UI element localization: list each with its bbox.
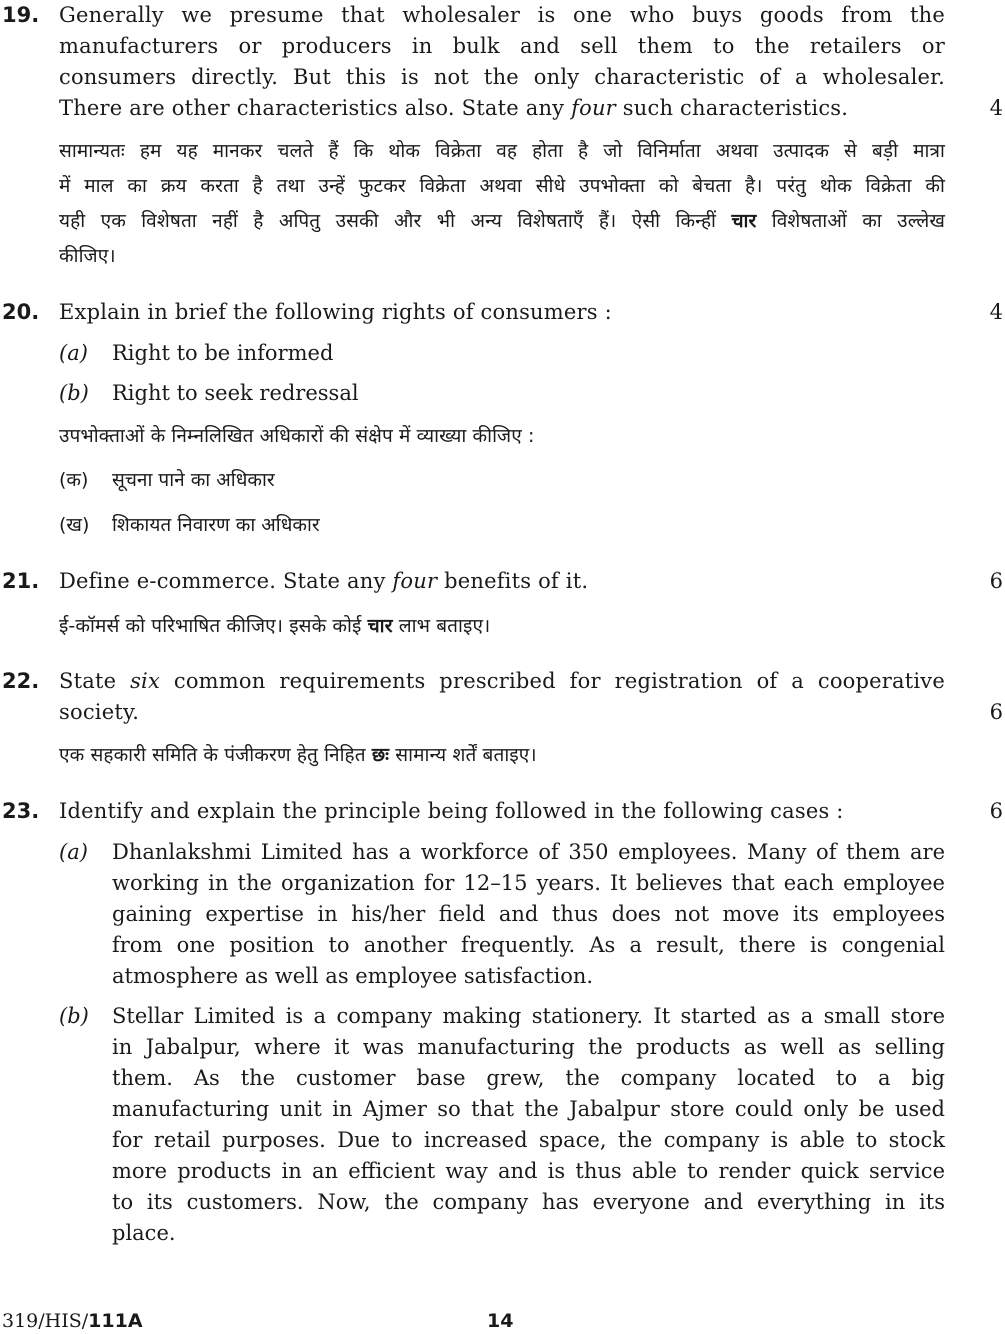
question-text-en-line: society.	[59, 700, 140, 724]
part-text-line: working in the organization for 12–15 years. It believes that each employee	[112, 871, 945, 895]
part-label-hi: (क)	[59, 469, 89, 491]
marks: 4	[989, 300, 1003, 324]
part-text-line: to its customers. Now, the company has everyone and everything in its	[112, 1190, 945, 1214]
paper-code: 319/HIS/111A	[2, 1310, 143, 1332]
question-text-en-line: Generally we presume that wholesaler is one who buys goods from the	[59, 3, 945, 27]
question-text-en-line: State six common requirements prescribed for registration of a cooperative	[59, 669, 945, 693]
part-text-line: place.	[112, 1221, 176, 1245]
question-text-en-line: consumers directly. But this is not the only characteristic of a wholesaler.	[59, 65, 945, 89]
question-text-en: Explain in brief the following rights of consumers :	[59, 300, 612, 324]
question-number: 23.	[2, 799, 40, 823]
part-label: (a)	[59, 840, 88, 864]
part-label: (a)	[59, 341, 88, 365]
question-text-hi: उपभोक्ताओं के निम्नलिखित अधिकारों की संक्षेप में व्याख्या कीजिए :	[59, 425, 535, 447]
part-label-hi: (ख)	[59, 514, 90, 536]
question-text-hi: ई-कॉमर्स को परिभाषित कीजिए। इसके कोई चार लाभ बताइए।	[59, 615, 491, 637]
marks: 6	[989, 700, 1003, 724]
emphasis-word: चार	[731, 210, 757, 232]
emphasis-word: four	[571, 96, 616, 120]
part-text-line: more products in an efficient way and is thus able to render quick service	[112, 1159, 945, 1183]
question-text-en-line: There are other characteristics also. State any four such characteristics.	[59, 96, 849, 120]
part-text-line: in Jabalpur, where it was manufacturing the products as well as selling	[112, 1035, 945, 1059]
question-text-hi-line: यही एक विशेषता नहीं है अपितु उसकी और भी अन्य विशेषताएँ हैं। ऐसी किन्हीं चार विशेषताओं का उल्लेख	[59, 210, 945, 232]
marks: 6	[989, 799, 1003, 823]
part-text-line: Dhanlakshmi Limited has a workforce of 350 employees. Many of them are	[112, 840, 945, 864]
question-text-en: Identify and explain the principle being followed in the following cases :	[59, 799, 844, 823]
part-text-line: from one position to another frequently. As a result, there is congenial	[112, 933, 945, 957]
question-text-hi-line: कीजिए।	[59, 245, 116, 267]
part-text-line: gaining expertise in his/her field and thus does not move its employees	[112, 902, 945, 926]
question-number: 19.	[2, 3, 40, 27]
page-number: 14	[487, 1310, 514, 1332]
part-text-line: them. As the customer base grew, the company located to a big	[112, 1066, 945, 1090]
part-text-line: Stellar Limited is a company making stationery. It started as a small store	[112, 1004, 945, 1028]
part-text: Right to be informed	[112, 341, 334, 365]
part-text-hi: सूचना पाने का अधिकार	[112, 469, 275, 491]
emphasis-word: छः	[371, 744, 390, 766]
part-text-line: for retail purposes. Due to increased space, the company is able to stock	[112, 1128, 945, 1152]
part-label: (b)	[59, 381, 89, 405]
question-text-en-line: manufacturers or producers in bulk and sell them to the retailers or	[59, 34, 945, 58]
part-text-line: manufacturing unit in Ajmer so that the Jabalpur store could only be used	[112, 1097, 945, 1121]
question-text-hi-line: सामान्यतः हम यह मानकर चलते हैं कि थोक विक्रेता वह होता है जो विनिर्माता अथवा उत्पादक से बड़ी मात्रा	[59, 140, 945, 162]
question-text-hi: एक सहकारी समिति के पंजीकरण हेतु निहित छः सामान्य शर्तें बताइए।	[59, 744, 537, 766]
marks: 4	[989, 96, 1003, 120]
emphasis-word: four	[392, 569, 438, 593]
question-number: 22.	[2, 669, 40, 693]
emphasis-word: six	[130, 669, 161, 693]
emphasis-word: चार	[367, 615, 393, 637]
marks: 6	[989, 569, 1003, 593]
part-label: (b)	[59, 1004, 89, 1028]
question-text-en: Define e-commerce. State any four benefits of it.	[59, 569, 589, 593]
question-text-hi-line: में माल का क्रय करता है तथा उन्हें फुटकर विक्रेता अथवा सीधे उपभोक्ता को बेचता है। परंतु थोक विक्रेता की	[59, 175, 945, 197]
part-text: Right to seek redressal	[112, 381, 359, 405]
part-text-line: atmosphere as well as employee satisfaction.	[112, 964, 594, 988]
part-text-hi: शिकायत निवारण का अधिकार	[112, 514, 320, 536]
question-number: 20.	[2, 300, 40, 324]
question-number: 21.	[2, 569, 40, 593]
